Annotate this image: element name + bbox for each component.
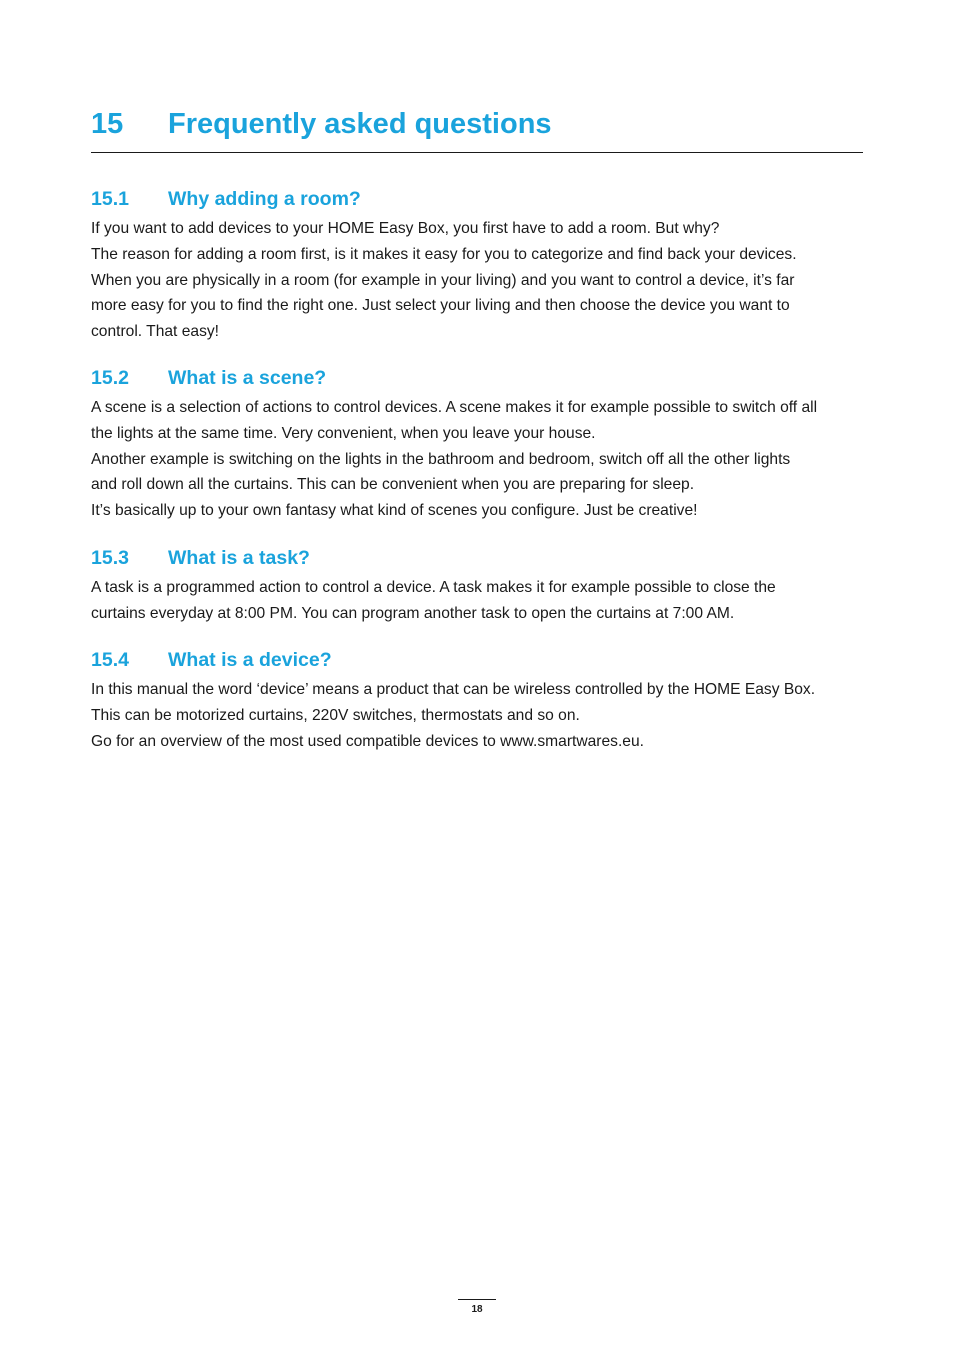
chapter-number: 15 (91, 108, 124, 140)
paragraph-line: If you want to add devices to your HOME Easy Box, you first have to add a room. But why? (91, 220, 720, 237)
paragraph-line: A scene is a selection of actions to control devices. A scene makes it for example possible to switch off all (91, 399, 818, 416)
paragraph-line: more easy for you to find the right one. Just select your living and then choose the device you want to (91, 297, 790, 315)
section-title: What is a scene? (168, 367, 327, 389)
paragraph-line: A task is a programmed action to control a device. A task makes it for example possible to close the (91, 579, 776, 596)
paragraph-line: In this manual the word ‘device’ means a product that can be wireless controlled by the HOME Easy Box. (91, 681, 816, 698)
section-why-adding-room (91, 186, 863, 345)
paragraph-line: and roll down all the curtains. This can be convenient when you are preparing for sleep. (91, 476, 695, 494)
page-number: 18 (471, 1304, 483, 1315)
section-number: 15.4 (91, 649, 129, 671)
chapter-heading (91, 104, 863, 153)
paragraph-line: It’s basically up to your own fantasy what kind of scenes you configure. Just be creative! (91, 502, 698, 520)
paragraph-line: Go for an overview of the most used compatible devices to www.smartwares.eu. (91, 732, 644, 750)
paragraph-line: the lights at the same time. Very convenient, when you leave your house. (91, 424, 596, 442)
section-title: What is a device? (168, 649, 332, 671)
section-heading (91, 647, 863, 673)
section-what-is-scene (91, 365, 863, 524)
paragraph-line: The reason for adding a room first, is it makes it easy for you to categorize and find back your devices. (91, 245, 797, 263)
footer-divider (458, 1299, 496, 1300)
document-page (91, 0, 863, 1350)
section-title: What is a task? (168, 547, 310, 569)
section-number: 15.1 (91, 188, 129, 210)
section-title: Why adding a room? (168, 188, 361, 210)
paragraph-line: control. That easy! (91, 323, 219, 341)
paragraph-line: Another example is switching on the lights in the bathroom and bedroom, switch off all the other lights (91, 450, 791, 468)
paragraph-line: curtains everyday at 8:00 PM. You can program another task to open the curtains at 7:00 AM. (91, 604, 735, 622)
section-heading (91, 186, 863, 212)
paragraph-line: This can be motorized curtains, 220V switches, thermostats and so on. (91, 706, 580, 724)
section-heading (91, 545, 863, 571)
section-heading (91, 365, 863, 391)
section-what-is-device (91, 647, 863, 754)
chapter-title: Frequently asked questions (168, 108, 552, 140)
section-number: 15.3 (91, 547, 129, 569)
section-what-is-task (91, 545, 863, 627)
paragraph-line: When you are physically in a room (for example in your living) and you want to control a device, it’s far (91, 271, 795, 289)
section-number: 15.2 (91, 367, 129, 389)
